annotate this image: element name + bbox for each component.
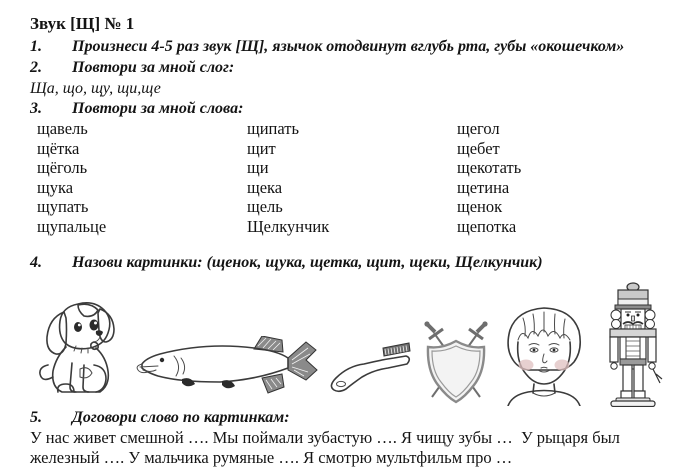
word-column-3 <box>457 119 521 236</box>
pike-fish-image <box>136 336 322 404</box>
word: щекотать <box>457 158 522 177</box>
word: щегол <box>457 119 500 138</box>
item-number: 5. <box>30 409 42 426</box>
word: щёголь <box>37 158 88 177</box>
fill-in-sentence-line-1: У нас живет смешной …. Мы поймали зубастую …. Я чищу зубы … У рыцаря был <box>30 428 620 447</box>
word: щека <box>247 177 283 197</box>
item-text: Произнеси 4-5 раз звук [Щ], язычок отодвинут вглубь рта, губы «окошечком» <box>72 38 625 55</box>
item-text: Договори слово по картинкам: <box>72 409 290 426</box>
word: щель <box>247 197 283 216</box>
child-face-cheeks-image <box>498 306 590 406</box>
word: щенок <box>457 197 503 216</box>
item-text: Повтори за мной слова: <box>72 100 244 117</box>
page-title: Звук [Щ] № 1 <box>30 14 135 33</box>
item-number: 4. <box>30 254 42 271</box>
word: щи <box>247 158 269 177</box>
item-text: Повтори за мной слог: <box>72 59 235 76</box>
item-text: Назови картинки: (щенок, щука, щетка, щит, щеки, Щелкунчик) <box>72 254 543 271</box>
fill-in-sentence-line-2: железный …. У мальчика румяные …. Я смотрю мультфильм про … <box>30 448 513 467</box>
puppy-image <box>36 299 128 401</box>
word: щебет <box>457 138 500 158</box>
shield-with-swords-image <box>418 319 494 405</box>
word: щавель <box>37 119 88 138</box>
syllables-line: Ща, що, щу, щи,ще <box>30 80 161 97</box>
word: щупать <box>37 197 89 216</box>
nutcracker-image <box>596 281 670 407</box>
toothbrush-image <box>326 342 416 396</box>
item-number: 3. <box>30 100 42 117</box>
word-column-1 <box>37 119 106 236</box>
word: щупальце <box>37 216 107 236</box>
word: щепотка <box>457 216 517 236</box>
word-column-2 <box>247 119 329 236</box>
item-number: 2. <box>30 59 42 76</box>
word: щит <box>247 138 276 158</box>
word: Щелкунчик <box>247 216 330 236</box>
word: щётка <box>37 138 80 158</box>
word: щука <box>37 177 74 197</box>
word: щипать <box>247 119 299 138</box>
item-number: 1. <box>30 38 42 55</box>
word: щетина <box>457 177 510 197</box>
